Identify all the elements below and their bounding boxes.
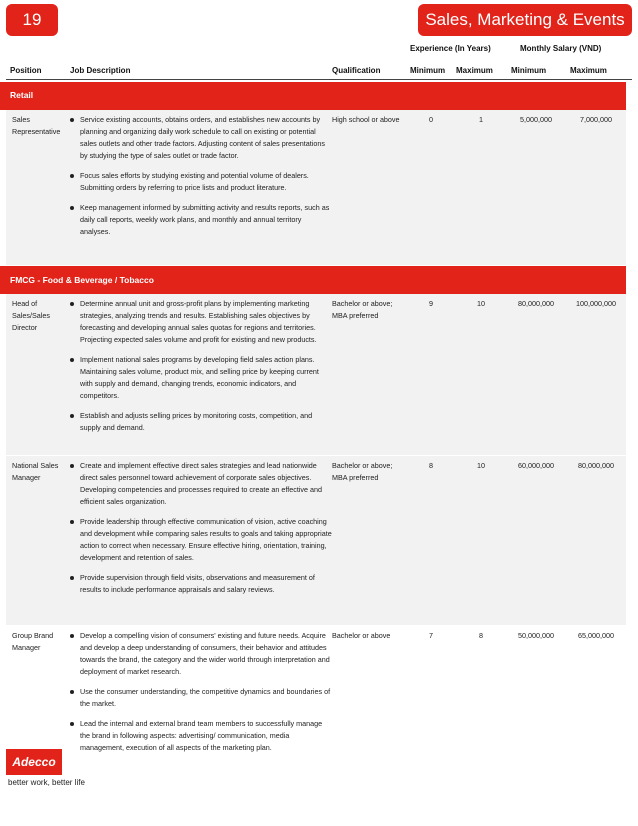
section-title: Sales, Marketing & Events (418, 4, 632, 36)
row-exp-max: 8 (479, 631, 483, 640)
table-header-row (0, 66, 638, 80)
row-exp-max: 10 (477, 461, 485, 470)
bullet-icon (70, 464, 74, 468)
col-sal-min: Minimum (511, 66, 547, 75)
bullet-icon (70, 634, 74, 638)
bullet-icon (70, 520, 74, 524)
salary-group-header: Monthly Salary (VND) (520, 44, 602, 53)
row-position: Head of Sales/Sales Director (12, 299, 50, 332)
duty-item: Provide supervision through field visits, observations and measurement of results to include performance appraisals and salary reviews. (70, 572, 332, 596)
duty-list (70, 114, 332, 246)
row-exp-max: 1 (479, 115, 483, 124)
duty-item: Create and implement effective direct sales strategies and lead nationwide direct sales personnel toward achievement of corporate sales objectives. Developing competencies and processes required to create an effective and efficient sales organization. (70, 460, 332, 508)
duty-item: Use the consumer understanding, the competitive dynamics and boundaries of the market. (70, 686, 332, 710)
row-exp-max: 10 (477, 299, 485, 308)
row-sal-max: 100,000,000 (576, 299, 616, 308)
duty-list (70, 460, 332, 604)
bullet-icon (70, 414, 74, 418)
row-sal-max: 80,000,000 (578, 461, 614, 470)
table-row (6, 110, 626, 266)
bullet-icon (70, 206, 74, 210)
tagline: better work, better life (8, 778, 85, 787)
row-sal-min: 60,000,000 (518, 461, 554, 470)
row-qualification: Bachelor or above (332, 631, 391, 640)
bullet-icon (70, 302, 74, 306)
row-sal-max: 7,000,000 (580, 115, 612, 124)
duty-item: Develop a compelling vision of consumers' existing and future needs. Acquire and develop a deep understanding of consumers, their behavior and attitudes towards the brand, the category and the wider world through interpretation and deployment of market research. (70, 630, 332, 678)
col-position: Position (10, 66, 42, 75)
bullet-icon (70, 358, 74, 362)
bullet-icon (70, 722, 74, 726)
col-qualification: Qualification (332, 66, 381, 75)
row-position: Group Brand Manager (12, 631, 54, 652)
table-row (6, 626, 626, 766)
row-exp-min: 0 (429, 115, 433, 124)
row-sal-max: 65,000,000 (578, 631, 614, 640)
duty-item: Lead the internal and external brand team members to successfully manage the brand in following aspects: advertising/ communication, media management, execution of all aspects of the marketing plan. (70, 718, 332, 754)
table-row (6, 456, 626, 626)
bullet-icon (70, 690, 74, 694)
col-sal-max: Maximum (570, 66, 607, 75)
bullet-icon (70, 174, 74, 178)
row-position: National Sales Manager (12, 461, 59, 482)
duty-item: Establish and adjusts selling prices by monitoring costs, competition, and supply and demand. (70, 410, 332, 434)
duty-list (70, 298, 332, 442)
table-row (6, 294, 626, 456)
experience-group-header: Experience (In Years) (410, 44, 491, 53)
col-exp-max: Maximum (456, 66, 493, 75)
row-qualification: High school or above (332, 115, 400, 124)
duty-list (70, 630, 332, 762)
duty-item: Provide leadership through effective communication of vision, active coaching and development while comparing sales results to goals and taking appropriate action to correct when necessary. Ensure effective hiring, orientation, training, development and retention of sales. (70, 516, 332, 564)
duty-item: Implement national sales programs by developing field sales action plans. Maintaining sales volume, product mix, and selling price by keeping current with supply and demand, changing trends, economic indicators, and competitors. (70, 354, 332, 402)
duty-item: Keep management informed by submitting activity and results reports, such as daily call reports, weekly work plans, and monthly and annual territory analyses. (70, 202, 332, 238)
duty-item: Focus sales efforts by studying existing and potential volume of dealers. Submitting orders by referring to price lists and product literature. (70, 170, 332, 194)
row-exp-min: 8 (429, 461, 433, 470)
bullet-icon (70, 576, 74, 580)
adecco-logo: Adecco (6, 749, 62, 775)
duty-item: Service existing accounts, obtains orders, and establishes new accounts by planning and organizing daily work schedule to call on existing or potential sales outlets and other trade factors. Adjusting content of sales presentations by studying the type of sales outlet or trade factor. (70, 114, 332, 162)
category-bar-fmcg: FMCG - Food & Beverage / Tobacco (0, 266, 626, 294)
row-qualification: Bachelor or above; MBA preferred (332, 461, 393, 482)
duty-item: Determine annual unit and gross-profit plans by implementing marketing strategies, analyzing trends and results. Establishing sales objectives by forecasting and developing annual sales quotas for regions and territories. Projecting expected sales volume and profit for existing and new products. (70, 298, 332, 346)
row-exp-min: 9 (429, 299, 433, 308)
row-sal-min: 5,000,000 (520, 115, 552, 124)
row-sal-min: 50,000,000 (518, 631, 554, 640)
category-bar-retail: Retail (0, 82, 626, 110)
page-number: 19 (6, 4, 58, 36)
row-position: Sales Representative (12, 115, 61, 136)
row-sal-min: 80,000,000 (518, 299, 554, 308)
row-exp-min: 7 (429, 631, 433, 640)
header-divider (6, 79, 632, 80)
row-qualification: Bachelor or above; MBA preferred (332, 299, 393, 320)
col-job-description: Job Description (70, 66, 131, 75)
col-exp-min: Minimum (410, 66, 446, 75)
bullet-icon (70, 118, 74, 122)
